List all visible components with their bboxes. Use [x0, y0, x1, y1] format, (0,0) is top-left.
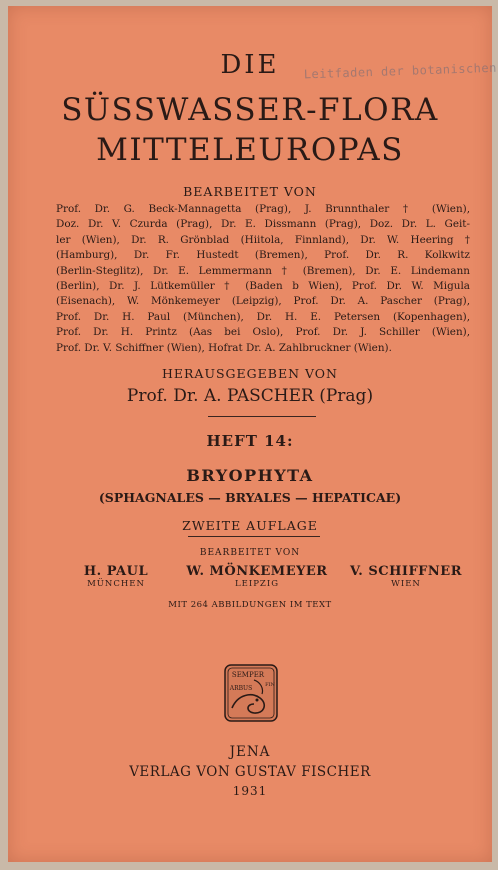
bearbeitet-label-2: BEARBEITET VON — [199, 548, 301, 558]
author-line: ler (Wien), Dr. R. Grönblad (Hiitola, Finnland), Dr. W. Heering † — [56, 233, 470, 246]
contributor-name: H. PAUL — [83, 564, 149, 579]
edition-label: ZWEITE AUFLAGE — [182, 518, 318, 533]
publication-year: 1931 — [232, 784, 268, 798]
title-line-1: DIE — [220, 50, 280, 80]
contributor-place: MÜNCHEN — [87, 579, 145, 589]
book-cover — [8, 6, 498, 862]
herausgegeben-label: HERAUSGEGEBEN VON — [162, 366, 338, 381]
contributor-name: V. SCHIFFNER — [349, 564, 463, 579]
publisher-name: VERLAG VON GUSTAV FISCHER — [129, 764, 371, 780]
title-line-3: MITTELEUROPAS — [96, 132, 404, 168]
logo-text-bottom: ARBUS — [229, 685, 253, 692]
author-line: (Berlin), Dr. J. Lütkemüller † (Baden b Wien), Prof. Dr. W. Migula — [56, 280, 470, 293]
library-stamp: Leitfaden der botanischen — [303, 60, 498, 82]
divider — [188, 536, 320, 537]
author-line: Prof. Dr. G. Beck-Mannagetta (Prag), J. Brunnthaler † (Wien), — [56, 203, 470, 215]
author-line: Prof. Dr. V. Schiffner (Wien), Hofrat Dr. A. Zahlbruckner (Wien). — [56, 341, 392, 354]
logo-text-top: SEMPER — [231, 671, 265, 679]
contributor-place: WIEN — [391, 579, 421, 589]
author-line: (Berlin-Steglitz), Dr. E. Lemmermann † (Bremen), Dr. E. Lindemann — [56, 264, 470, 277]
illustrations-note: MIT 264 ABBILDUNGEN IM TEXT — [168, 600, 332, 610]
title-line-2: SÜSSWASSER-FLORA — [61, 92, 439, 128]
editor-name: Prof. Dr. A. PASCHER (Prag) — [126, 386, 374, 406]
author-line: (Eisenach), W. Mönkemeyer (Leipzig), Prof. Dr. A. Pascher (Prag), — [56, 295, 470, 308]
subject-title: BRYOPHYTA — [186, 466, 314, 485]
author-line: Prof. Dr. H. Printz (Aas bei Oslo), Prof. Dr. J. Schiller (Wien), — [56, 326, 470, 339]
logo-text-right: FIN — [265, 682, 275, 688]
contributor-name: W. MÖNKEMEYER — [186, 564, 328, 579]
publisher-city: JENA — [229, 744, 271, 760]
publisher-logo-icon — [224, 664, 278, 722]
authors-list — [56, 202, 470, 356]
volume-number: HEFT 14: — [206, 432, 294, 450]
contributor — [344, 564, 468, 589]
subject-orders: (SPHAGNALES — BRYALES — HEPATICAE) — [98, 490, 402, 505]
contributor — [64, 564, 168, 589]
divider — [208, 416, 316, 417]
contributor-place: LEIPZIG — [235, 579, 279, 589]
contributor — [178, 564, 336, 589]
author-line: Doz. Dr. V. Czurda (Prag), Dr. E. Dissmann (Prag), Doz. Dr. L. Geit- — [56, 218, 470, 231]
bearbeitet-label: BEARBEITET VON — [183, 184, 317, 199]
author-line: (Hamburg), Dr. Fr. Hustedt (Bremen), Prof. Dr. R. Kolkwitz — [56, 249, 470, 262]
author-line: Prof. Dr. H. Paul (München), Dr. H. E. Petersen (Kopenhagen), — [56, 310, 470, 323]
